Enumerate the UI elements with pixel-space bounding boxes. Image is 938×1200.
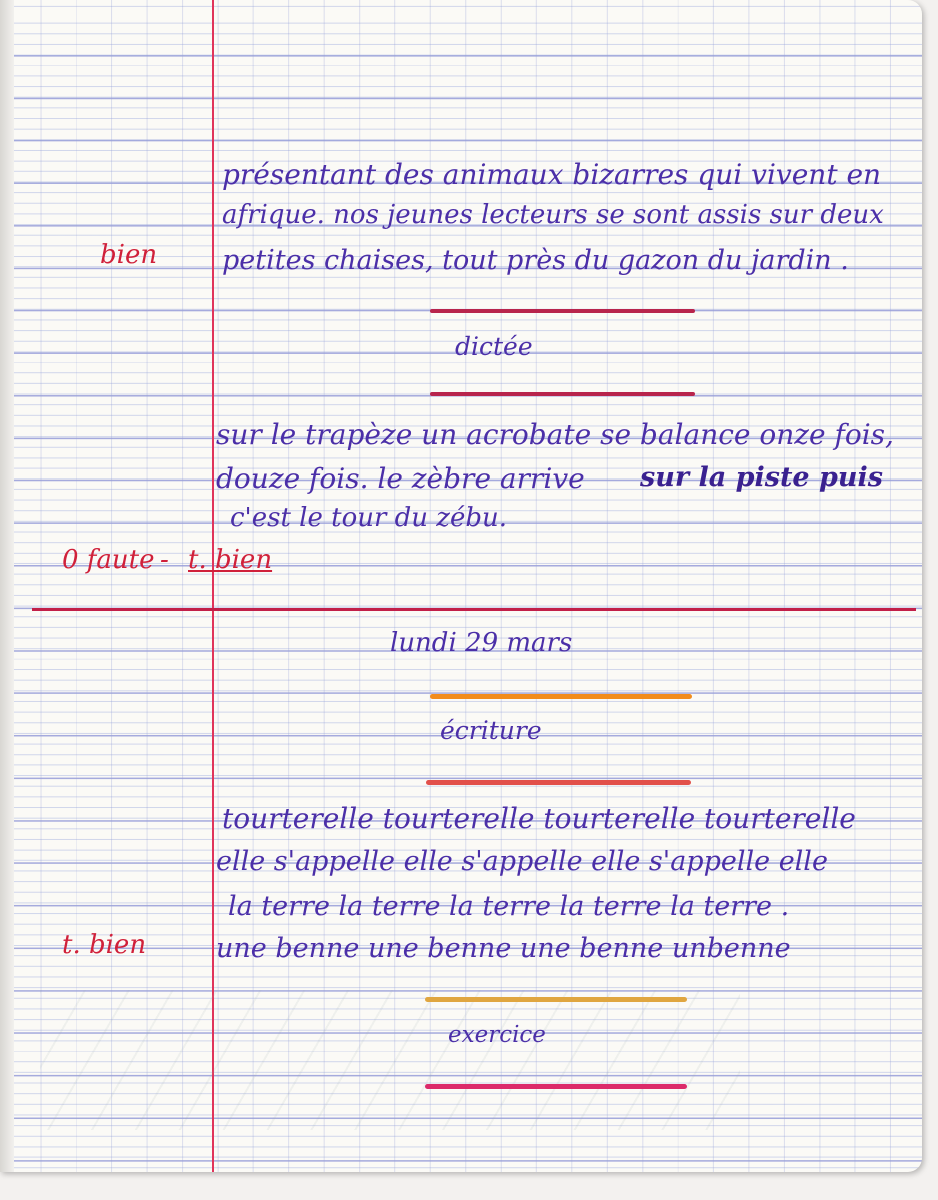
writing-line-4: une benne une benne une benne unbenne: [216, 933, 791, 964]
dictation-line-2a: douze fois. le zèbre arrive: [216, 462, 585, 495]
margin-grade-fautes: 0 faute: [62, 545, 155, 575]
exercise-title: exercice: [448, 1022, 546, 1048]
notebook-binding: [0, 0, 14, 1172]
copy-line-2: afrique. nos jeunes lecteurs se sont assis sur deux: [222, 200, 884, 230]
embossed-pattern: [40, 990, 740, 1130]
writing-underline-bottom: [426, 780, 691, 785]
dictation-title: dictée: [455, 332, 533, 361]
writing-line-1: tourterelle tourterelle tourterelle tourterelle: [222, 802, 856, 835]
margin-grade-bien: bien: [100, 240, 158, 270]
exercise-underline-bottom: [425, 1084, 687, 1089]
margin-grade-separator: -: [160, 545, 169, 575]
copy-line-3: petites chaises, tout près du gazon du jardin .: [222, 245, 849, 276]
dictation-line-3: c'est le tour du zébu.: [230, 503, 508, 533]
exercise-underline-top: [425, 997, 687, 1002]
margin-grade-writing: t. bien: [62, 930, 147, 960]
writing-title: écriture: [440, 716, 542, 745]
title-underline-top: [430, 309, 695, 313]
dictation-line-1: sur le trapèze un acrobate se balance onze fois,: [216, 418, 894, 451]
title-underline-bottom: [430, 392, 695, 396]
dictation-line-2b: sur la piste puis: [640, 462, 883, 493]
writing-line-2: elle s'appelle elle s'appelle elle s'appelle elle: [216, 846, 828, 877]
margin-grade-tres-bien: t. bien: [188, 545, 273, 575]
copy-line-1: présentant des animaux bizarres qui vivent en: [222, 158, 882, 191]
date-heading: lundi 29 mars: [390, 628, 573, 658]
writing-line-3: la terre la terre la terre la terre la terre .: [228, 891, 790, 922]
day-separator-rule: [32, 608, 916, 611]
writing-underline-top: [430, 694, 692, 699]
